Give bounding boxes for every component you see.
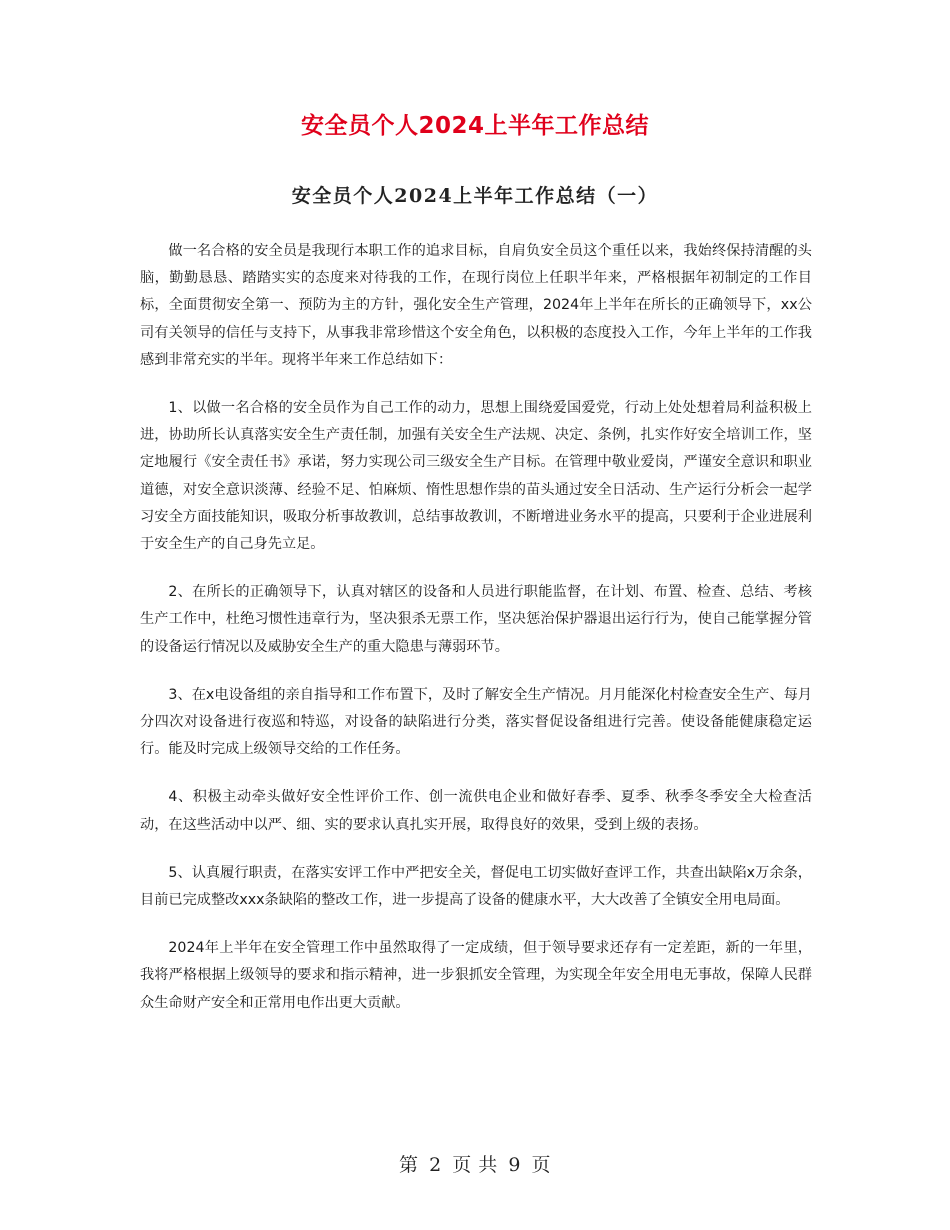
paragraph-item-4: 4、积极主动牵头做好安全性评价工作、创一流供电企业和做好春季、夏季、秋季冬季安全大检查活动，在这些活动中以严、细、实的要求认真扎实开展，取得良好的效果，受到上级的表扬。 — [140, 789, 812, 833]
paragraph-item-1: 1、以做一名合格的安全员作为自己工作的动力，思想上围绕爱国爱党，行动上处处想着局利益积极上进，协助所长认真落实安全生产责任制，加强有关安全生产法规、决定、条例，扎实作好安全培训工作，坚定地履行《安全责任书》承诺，努力实现公司三级安全生产目标。在管理中敬业爱岗，严谨安全意识和职业道德，对安全意识淡薄、经验不足、怕麻烦、惰性思想作祟的苗头通过安全日活动、生产运行分析会一起学习安全方面技能知识，吸取分析事故教训，总结事故教训，不断增进业务水平的提高，只要利于企业进展利于安全生产的自己身先立足。 — [140, 400, 812, 553]
paragraph-conclusion: 2024年上半年在安全管理工作中虽然取得了一定成绩，但于领导要求还存有一定差距，新的一年里，我将严格根据上级领导的要求和指示精神，进一步狠抓安全管理，为实现全年安全用电无事故，保障人民群众生命财产安全和正常用电作出更大贡献。 — [140, 940, 812, 1011]
document-title: 安全员个人2024上半年工作总结 — [300, 113, 649, 139]
paragraph-item-2: 2、在所长的正确领导下，认真对辖区的设备和人员进行职能监督，在计划、布置、检查、总结、考核生产工作中，杜绝习惯性违章行为，坚决狠杀无票工作，坚决惩治保护器退出运行行为，使自己能掌握分管的设备运行情况以及威胁安全生产的重大隐患与薄弱环节。 — [140, 584, 812, 655]
total-page-count: 9 — [508, 1154, 521, 1176]
footer-prefix: 第 — [399, 1154, 419, 1176]
paragraph-intro: 做一名合格的安全员是我现行本职工作的追求目标，自肩负安全员这个重任以来，我始终保持清醒的头脑，勤勤恳恳、踏踏实实的态度来对待我的工作，在现行岗位上任职半年来，严格根据年初制定的工作目标，全面贯彻安全第一、预防为主的方针，强化安全生产管理，2024年上半年在所长的正确领导下，xx公司有关领导的信任与支持下，从事我非常珍惜这个安全角色，以积极的态度投入工作，今年上半年的工作我感到非常充实的半年。现将半年来工作总结如下： — [140, 243, 812, 368]
document-body — [140, 238, 812, 1038]
footer-suffix: 页 — [531, 1154, 551, 1176]
current-page-number: 2 — [429, 1154, 442, 1176]
paragraph-item-3: 3、在x电设备组的亲自指导和工作布置下，及时了解安全生产情况。月月能深化村检查安全生产、每月分四次对设备进行夜巡和特巡，对设备的缺陷进行分类，落实督促设备组进行完善。使设备能健康稳定运行。能及时完成上级领导交给的工作任务。 — [140, 686, 812, 758]
paragraph-item-5: 5、认真履行职责，在落实安评工作中严把安全关，督促电工切实做好查评工作，共查出缺陷x万余条，目前已完成整改xxx条缺陷的整改工作，进一步提高了设备的健康水平，大大改善了全镇安全用电局面。 — [140, 864, 812, 909]
page-number-footer — [0, 1150, 950, 1180]
document-subtitle: 安全员个人2024上半年工作总结（一） — [291, 185, 659, 207]
footer-middle: 页 共 — [452, 1154, 498, 1176]
